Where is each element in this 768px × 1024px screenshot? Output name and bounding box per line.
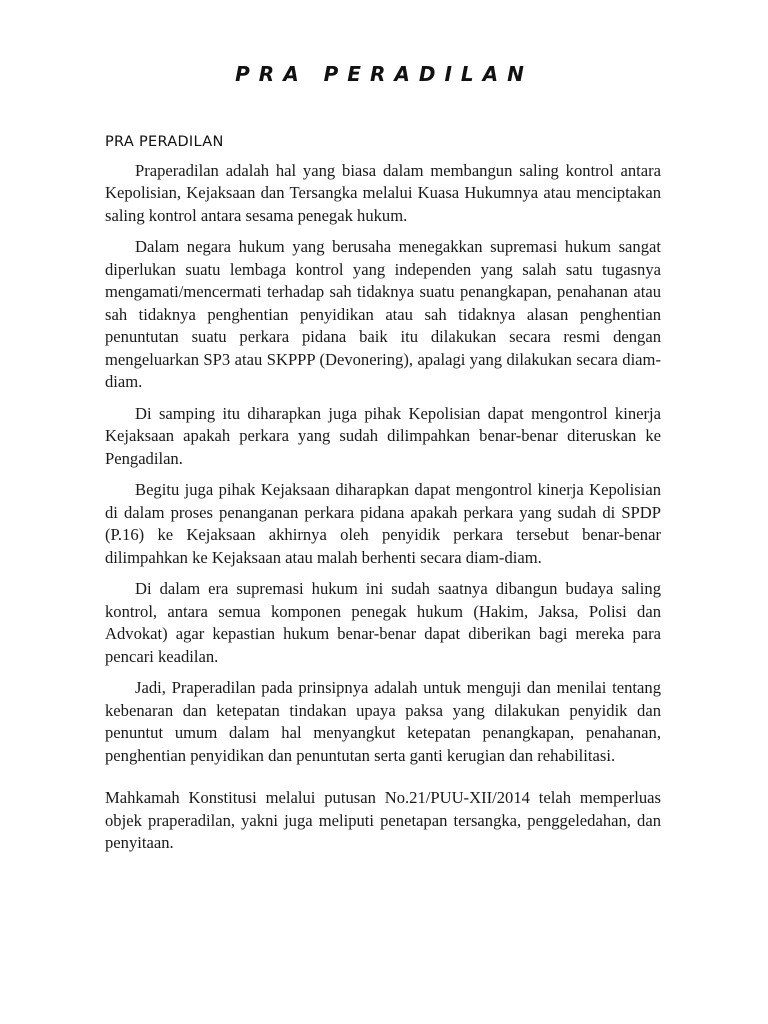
paragraph-2: Dalam negara hukum yang berusaha menegakkan supremasi hukum sangat diperlukan suatu lembaga kontrol yang independen yang salah satu tugasnya mengamati/mencermati terhadap sah tidaknya suatu penangkapan, penahanan atau sah tidaknya penghentian penyidikan atau sah tidaknya alasan penghentian penuntutan suatu perkara pidana baik itu dilakukan secara resmi dengan mengeluarkan SP3 atau SKPPP (Devonering), apalagi yang dilakukan secara diam-diam.: [105, 237, 661, 391]
paragraph-3: Di samping itu diharapkan juga pihak Kepolisian dapat mengontrol kinerja Kejaksaan apakah perkara yang sudah dilimpahkan benar-benar diteruskan ke Pengadilan.: [105, 403, 661, 468]
section-heading: PRA PERADILAN: [105, 134, 224, 150]
closing-paragraph: Mahkamah Konstitusi melalui putusan No.21/PUU-XII/2014 telah memperluas objek praperadilan, yakni juga meliputi penetapan tersangka, penggeledahan, dan penyitaan.: [105, 788, 661, 852]
paragraph-4: Begitu juga pihak Kejaksaan diharapkan dapat mengontrol kinerja Kepolisian di dalam proses penanganan perkara pidana apakah perkara yang sudah di SPDP (P.16) ke Kejaksaan akhirnya oleh penyidik perkara tersebut benar-benar dilimpahkan ke Kejaksaan atau malah berhenti secara diam-diam.: [105, 480, 661, 567]
document-title: PRA PERADILAN: [235, 62, 533, 86]
paragraph-6: Jadi, Praperadilan pada prinsipnya adalah untuk menguji dan menilai tentang kebenaran dan ketepatan tindakan upaya paksa yang dilakukan penyidik dan penuntut umum dalam hal menyangkut ketepatan penangkapan, penahanan, penghentian penyidikan dan penuntutan serta ganti kerugian dan rehabilitasi.: [105, 678, 661, 765]
document-body: [105, 131, 661, 855]
paragraph-5: Di dalam era supremasi hukum ini sudah saatnya dibangun budaya saling kontrol, antara semua komponen penegak hukum (Hakim, Jaksa, Polisi dan Advokat) agar kepastian hukum benar-benar dapat diberikan bagi mereka para pencari keadilan.: [105, 579, 661, 666]
paragraph-1: Praperadilan adalah hal yang biasa dalam membangun saling kontrol antara Kepolisian, Kejaksaan dan Tersangka melalui Kuasa Hukumnya atau menciptakan saling kontrol antara sesama penegak hukum.: [105, 160, 661, 225]
